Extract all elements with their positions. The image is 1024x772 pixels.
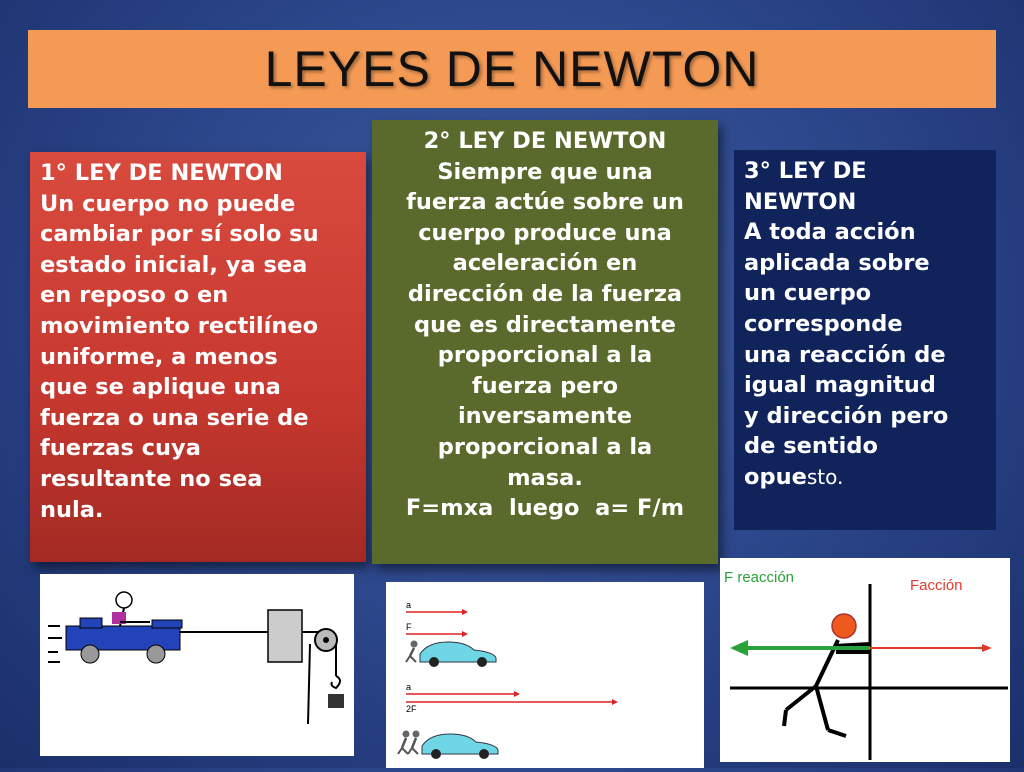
accel-label-1: a bbox=[406, 600, 412, 610]
third-law-line: y dirección pero bbox=[744, 402, 949, 429]
cart-pulley-drawing bbox=[40, 574, 354, 756]
first-law-line: resultante no sea bbox=[40, 465, 263, 492]
first-law-line: que se aplique una bbox=[40, 374, 281, 401]
third-law-line: NEWTON bbox=[744, 188, 857, 215]
first-law-line: en reposo o en bbox=[40, 282, 229, 309]
reaction-label: F reacción bbox=[724, 569, 795, 586]
second-law-line: Siempre que una bbox=[437, 158, 653, 185]
second-law-line: inversamente bbox=[457, 403, 633, 430]
third-law-line: igual magnitud bbox=[744, 372, 936, 399]
second-law-line: proporcional a la bbox=[437, 342, 653, 369]
action-label: Facción bbox=[910, 577, 963, 594]
first-law-line: fuerza o una serie de bbox=[40, 404, 309, 431]
first-law-line: nula. bbox=[40, 496, 104, 523]
first-law-line: movimiento rectilíneo bbox=[40, 312, 319, 339]
second-law-line: 2° LEY DE NEWTON bbox=[423, 128, 667, 154]
third-law-line: corresponde bbox=[744, 310, 903, 337]
third-law-line: un cuerpo bbox=[744, 280, 872, 307]
first-law-line: Un cuerpo no puede bbox=[40, 190, 296, 217]
first-law-line: estado inicial, ya sea bbox=[40, 251, 308, 278]
second-law-illustration bbox=[386, 582, 704, 768]
second-law-line: cuerpo produce una bbox=[418, 219, 672, 246]
third-law-illustration bbox=[720, 558, 1010, 762]
first-law-panel bbox=[30, 152, 366, 562]
third-law-last-normal: sto. bbox=[806, 464, 844, 489]
second-law-formula: F=mxa luego a= F/m bbox=[405, 495, 685, 522]
first-law-line: cambiar por sí solo su bbox=[40, 221, 319, 248]
third-law-last-line bbox=[744, 462, 990, 493]
title-banner bbox=[28, 30, 996, 108]
first-law-line: 1° LEY DE NEWTON bbox=[40, 160, 283, 186]
action-reaction-drawing bbox=[720, 558, 1010, 762]
first-law-line: fuerzas cuya bbox=[40, 435, 201, 462]
cars-force-drawing bbox=[386, 582, 704, 768]
second-law-line: dirección de la fuerza bbox=[407, 280, 683, 307]
third-law-line: A toda acción bbox=[744, 219, 916, 246]
second-law-line: fuerza pero bbox=[471, 372, 619, 399]
page-title: LEYES DE NEWTON bbox=[264, 41, 760, 97]
second-law-line: masa. bbox=[507, 464, 583, 491]
second-law-panel bbox=[372, 120, 718, 564]
third-law-last-bold: opue bbox=[744, 463, 807, 490]
second-law-line: aceleración en bbox=[452, 250, 638, 277]
second-law-line: que es directamente bbox=[414, 311, 676, 338]
second-law-line: fuerza actúe sobre un bbox=[406, 189, 684, 216]
force-label-2: 2F bbox=[406, 704, 417, 714]
third-law-line: 3° LEY DE bbox=[744, 158, 867, 184]
third-law-line: aplicada sobre bbox=[744, 249, 930, 276]
first-law-illustration bbox=[40, 574, 354, 756]
force-label-1: F bbox=[406, 622, 412, 632]
third-law-line: una reacción de bbox=[744, 341, 946, 368]
second-law-line: proporcional a la bbox=[437, 433, 653, 460]
third-law-panel bbox=[734, 150, 996, 530]
third-law-line: de sentido bbox=[744, 433, 878, 460]
accel-label-2: a bbox=[406, 682, 412, 692]
first-law-line: uniforme, a menos bbox=[40, 343, 278, 370]
